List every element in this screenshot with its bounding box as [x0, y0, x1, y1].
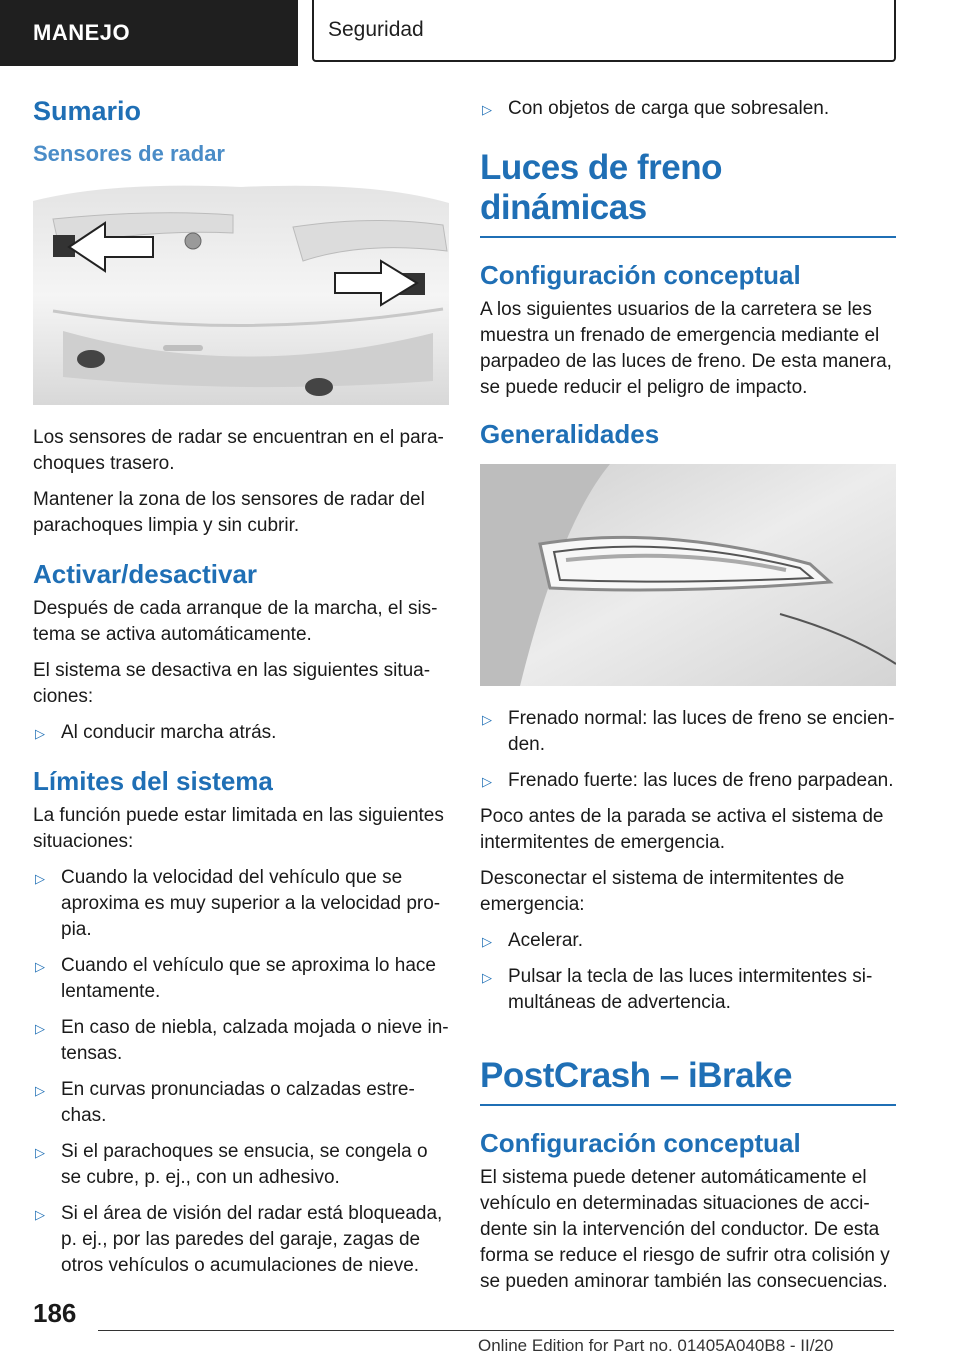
- radar-text-1: Los sensores de radar se encuentran en el para-choques trasero.: [33, 427, 444, 474]
- limits-text: La función puede estar limitada en las siguientes situaciones:: [33, 805, 444, 852]
- limits-list: [33, 865, 449, 1279]
- radar-title: Sensores de radar: [33, 141, 225, 166]
- right-column: [480, 96, 896, 1305]
- list-item: ▷ Cuando la velocidad del vehículo que se aproxima es muy superior a la velocidad pro-pia.: [35, 867, 441, 940]
- edition-text: Online Edition for Part no. 01405A040B8 - II/20: [478, 1336, 834, 1355]
- brake-lights-title: Luces de freno dinámicas: [480, 148, 896, 238]
- chapter-tab: Seguridad: [312, 0, 896, 62]
- general-text-1: Poco antes de la parada se activa el sistema de intermitentes de emergencia.: [480, 806, 884, 853]
- footer-divider: [98, 1330, 894, 1331]
- activate-list: [33, 720, 449, 746]
- page-number: 186: [33, 1298, 77, 1328]
- radar-text-2: Mantener la zona de los sensores de radar del parachoques limpia y sin cubrir.: [33, 489, 425, 536]
- section-tab: MANEJO: [0, 0, 298, 66]
- triangle-bullet-icon: ▷: [35, 1145, 45, 1160]
- triangle-bullet-icon: ▷: [35, 959, 45, 974]
- activate-text-1: Después de cada arranque de la marcha, el sis-tema se activa automáticamente.: [33, 598, 438, 645]
- brake-light-image: [480, 464, 896, 686]
- triangle-bullet-icon: ▷: [35, 871, 45, 886]
- rear-bumper-radar-image: [33, 181, 449, 405]
- general-title: Generalidades: [480, 419, 660, 449]
- concept-title: Configuración conceptual: [480, 260, 801, 290]
- activate-title: Activar/desactivar: [33, 559, 258, 589]
- page-header: [0, 0, 960, 66]
- list-item: ▷ Si el parachoques se ensucia, se congela o se cubre, p. ej., con un adhesivo.: [35, 1141, 428, 1188]
- triangle-bullet-icon: ▷: [482, 774, 492, 789]
- list-item: ▷ Si el área de visión del radar está bloqueada, p. ej., por las paredes del garaje, zagas de otros vehículos o acumulaciones de nieve.: [35, 1203, 443, 1276]
- list-item: ▷ Cuando el vehículo que se aproxima lo hace lentamente.: [35, 955, 436, 1002]
- list-item: ▷ Frenado fuerte: las luces de freno parpadean.: [480, 768, 896, 794]
- summary-title: Sumario: [33, 96, 142, 126]
- general-text-2: Desconectar el sistema de intermitentes de emergencia:: [480, 868, 845, 915]
- triangle-bullet-icon: ▷: [35, 1021, 45, 1036]
- triangle-bullet-icon: ▷: [482, 102, 492, 117]
- left-column: [33, 96, 449, 1289]
- triangle-bullet-icon: ▷: [35, 1083, 45, 1098]
- postcrash-concept-title: Configuración conceptual: [480, 1128, 801, 1158]
- list-item: ▷ Acelerar.: [480, 928, 896, 954]
- general-list: [480, 706, 896, 794]
- triangle-bullet-icon: ▷: [482, 712, 492, 727]
- activate-text-2: El sistema se desactiva en las siguientes situa-ciones:: [33, 660, 431, 707]
- list-item: ▷ Con objetos de carga que sobresalen.: [480, 96, 896, 122]
- list-item: ▷ Frenado normal: las luces de freno se encien-den.: [482, 708, 895, 755]
- concept-text: A los siguientes usuarios de la carretera se les muestra un frenado de emergencia mediante el parpadeo de las luces de freno. De esta manera, se puede reducir el peligro de impacto.: [480, 299, 892, 398]
- list-item: ▷ Al conducir marcha atrás.: [33, 720, 449, 746]
- triangle-bullet-icon: ▷: [35, 726, 45, 741]
- triangle-bullet-icon: ▷: [35, 1207, 45, 1222]
- list-item: ▷ En curvas pronunciadas o calzadas estre-chas.: [35, 1079, 415, 1126]
- list-item: ▷ En caso de niebla, calzada mojada o nieve in-tensas.: [35, 1017, 449, 1064]
- triangle-bullet-icon: ▷: [482, 934, 492, 949]
- hazard-list: [480, 928, 896, 1016]
- limits-title: Límites del sistema: [33, 766, 273, 796]
- postcrash-title: PostCrash – iBrake: [480, 1056, 896, 1106]
- list-item: ▷ Pulsar la tecla de las luces intermitentes si-multáneas de advertencia.: [482, 966, 873, 1013]
- triangle-bullet-icon: ▷: [482, 970, 492, 985]
- postcrash-text: El sistema puede detener automáticamente el vehículo en determinadas situaciones de acci-dente sin la intervención del conductor. De esta forma se reduce el riesgo de sufrir otra colisión y se pueden aminorar también las consecuencias.: [480, 1167, 890, 1292]
- top-list: [480, 96, 896, 122]
